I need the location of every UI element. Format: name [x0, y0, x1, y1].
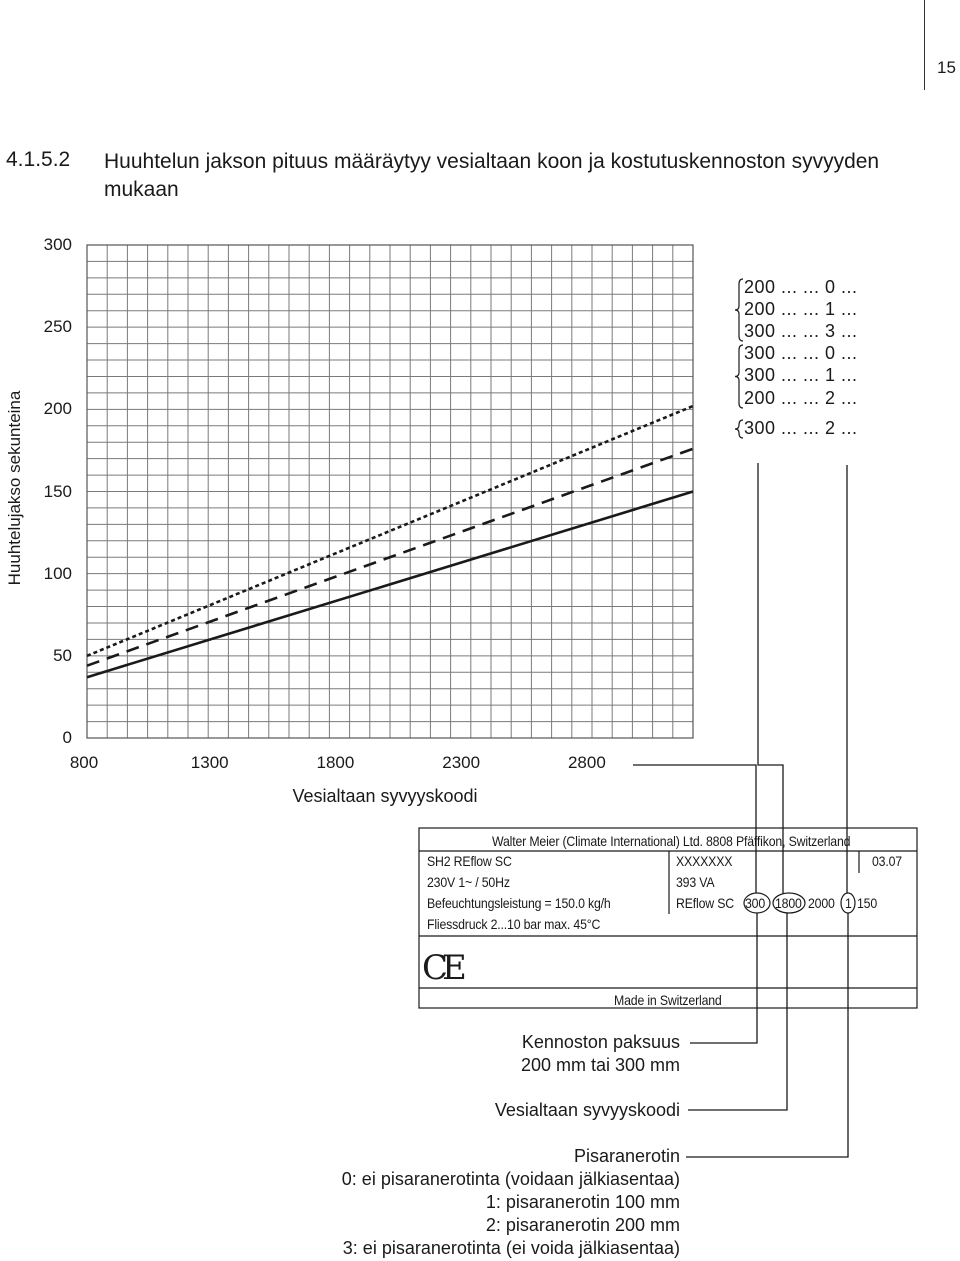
callout-separator-option-0: 0: ei pisaranerotinta (voidaan jälkiasentaa) — [341, 1169, 680, 1189]
leader-depth-lower — [688, 913, 787, 1110]
leader-separator-lower — [686, 913, 848, 1157]
callout-thickness — [420, 1031, 680, 1077]
callout-separator-option-1: 1: pisaranerotin 100 mm — [485, 1192, 680, 1212]
plate-serial: XXXXXXX — [676, 853, 733, 869]
callout-separator — [260, 1145, 680, 1260]
y-axis-label: Huuhtelujakso sekunteina — [5, 390, 24, 586]
callout-thickness-value: 200 mm tai 300 mm — [520, 1055, 680, 1075]
plate-power: 230V 1~ / 50Hz — [427, 874, 510, 890]
plate-date: 03.07 — [872, 853, 902, 869]
x-tick-label: 2300 — [442, 753, 481, 772]
leader-thickness-lower — [690, 913, 757, 1043]
legend-entry: 300 ... ... 0 ... — [744, 343, 858, 363]
y-tick-label: 150 — [43, 481, 72, 501]
callout-separator-option-3: 3: ei pisaranerotinta (ei voida jälkiasentaa) — [342, 1238, 680, 1258]
callout-depth — [420, 1099, 680, 1122]
y-tick-label: 250 — [43, 317, 72, 337]
y-tick-label: 300 — [43, 235, 72, 254]
plate-type-part-separator: 1 — [845, 895, 852, 911]
legend-entry: 300 ... ... 2 ... — [744, 418, 858, 438]
legend-entry: 200 ... ... 0 ... — [744, 277, 858, 297]
callout-thickness-title: Kennoston paksuus — [521, 1032, 680, 1052]
callout-separator-option-2: 2: pisaranerotin 200 mm — [485, 1215, 680, 1235]
legend-entry: 200 ... ... 2 ... — [744, 388, 858, 408]
plate-capacity: Befeuchtungsleistung = 150.0 kg/h — [427, 895, 611, 911]
plate-type-prefix: REflow SC — [676, 895, 734, 911]
y-tick-label: 0 — [62, 728, 72, 747]
plate-va: 393 VA — [676, 874, 715, 890]
y-tick-label: 200 — [43, 399, 72, 419]
y-tick-label: 50 — [53, 645, 72, 665]
x-tick-label: 1300 — [190, 753, 229, 772]
ce-mark: CE — [422, 948, 461, 988]
x-tick-label: 2800 — [567, 753, 606, 772]
plate-type-part-thickness: 300 — [745, 895, 766, 911]
legend-entry: 300 ... ... 3 ... — [744, 321, 858, 341]
callout-separator-title: Pisaranerotin — [573, 1146, 680, 1166]
plate-made-in: Made in Switzerland — [614, 992, 722, 1008]
y-tick-label: 100 — [43, 563, 72, 583]
plate-type-part-depth: 1800 — [775, 895, 802, 911]
page-number: 15 — [937, 58, 956, 77]
legend-entry: 300 ... ... 1 ... — [744, 365, 858, 385]
x-tick-label: 800 — [69, 753, 99, 772]
legend-entry: 200 ... ... 1 ... — [744, 299, 858, 319]
plate-manufacturer: Walter Meier (Climate International) Ltd. 8808 Pfäffikon, Switzerland — [492, 833, 851, 849]
section-number: 4.1.5.2 — [6, 148, 71, 171]
x-tick-label: 1800 — [316, 753, 355, 772]
plate-pressure: Fliessdruck 2...10 bar max. 45°C — [427, 916, 601, 932]
x-axis-label: Vesialtaan syvyyskoodi — [292, 786, 478, 806]
plate-type-part-capacity: 150 — [857, 895, 878, 911]
plate-model: SH2 REflow SC — [427, 853, 512, 869]
plate-type-part-length: 2000 — [808, 895, 835, 911]
section-title: Huuhtelun jakson pituus määräytyy vesialtaan koon ja kostutuskennoston syvyyden mukaan — [104, 150, 880, 201]
callout-depth-title: Vesialtaan syvyyskoodi — [494, 1100, 680, 1120]
